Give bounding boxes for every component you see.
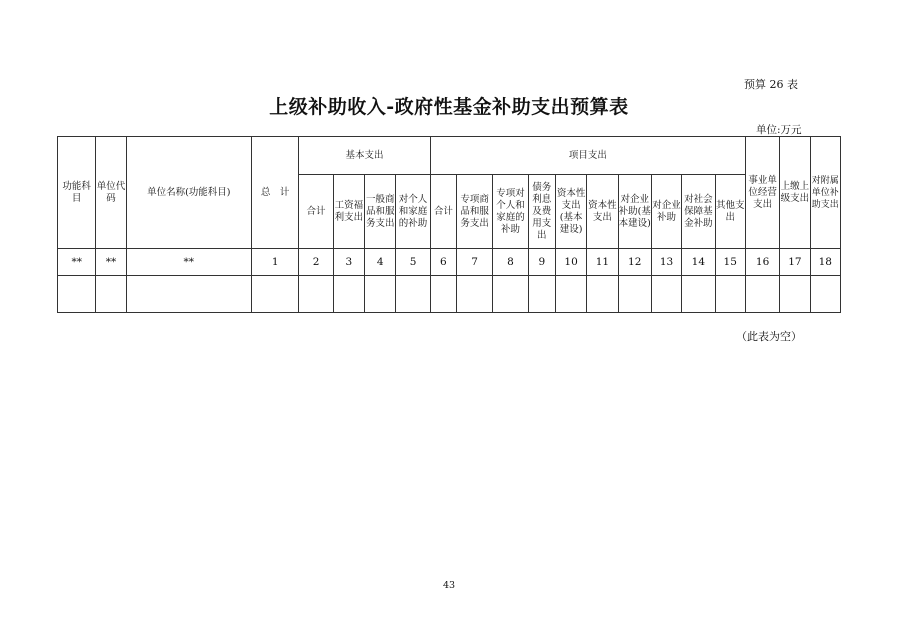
header-project-capital: 资本性支出 <box>587 175 618 249</box>
data-cell <box>555 276 586 313</box>
index-cell: 15 <box>715 249 745 276</box>
header-project-goods-services: 专项商品和服务支出 <box>456 175 492 249</box>
data-cell <box>365 276 396 313</box>
index-cell: ** <box>126 249 251 276</box>
index-cell: 3 <box>333 249 364 276</box>
header-project-capital-construction: 资本性支出(基本建设) <box>555 175 586 249</box>
index-cell: 5 <box>396 249 430 276</box>
data-cell <box>96 276 126 313</box>
data-cell <box>430 276 456 313</box>
header-project-social-security: 对社会保障基金补助 <box>682 175 715 249</box>
header-basic-goods-services: 一般商品和服务支出 <box>365 175 396 249</box>
index-cell: 16 <box>745 249 779 276</box>
header-basic-total: 合计 <box>299 175 333 249</box>
header-project-individual-subsidy: 专项对个人和家庭的补助 <box>493 175 528 249</box>
data-cell <box>651 276 681 313</box>
header-unit-name: 单位名称(功能科目) <box>126 137 251 249</box>
form-number: 预算 26 表 <box>744 78 798 91</box>
index-cell: 9 <box>528 249 555 276</box>
empty-table-note: （此表为空） <box>736 330 802 343</box>
data-cell <box>58 276 96 313</box>
data-cell <box>299 276 333 313</box>
budget-table <box>57 136 841 313</box>
header-total: 总 计 <box>251 137 298 249</box>
header-basic-group: 基本支出 <box>299 137 430 175</box>
index-cell: 10 <box>555 249 586 276</box>
data-cell <box>251 276 298 313</box>
table-row <box>58 276 841 313</box>
index-cell: 18 <box>810 249 840 276</box>
unit-label: 单位:万元 <box>756 124 802 136</box>
header-enterprise-operating: 事业单位经营支出 <box>745 137 779 249</box>
data-cell <box>810 276 840 313</box>
data-cell <box>745 276 779 313</box>
data-cell <box>618 276 651 313</box>
header-basic-wages: 工资福利支出 <box>333 175 364 249</box>
data-cell <box>587 276 618 313</box>
data-cell <box>780 276 810 313</box>
index-cell: 7 <box>456 249 492 276</box>
header-subsidy-affiliated: 对附属单位补助支出 <box>810 137 840 249</box>
index-cell: 11 <box>587 249 618 276</box>
header-unit-code: 单位代码 <box>96 137 126 249</box>
index-cell: 17 <box>780 249 810 276</box>
header-project-total: 合计 <box>430 175 456 249</box>
index-cell: 4 <box>365 249 396 276</box>
index-cell: 14 <box>682 249 715 276</box>
header-project-other: 其他支出 <box>715 175 745 249</box>
header-remit-superior: 上缴上级支出 <box>780 137 810 249</box>
header-project-enterprise-construction: 对企业补助(基本建设) <box>618 175 651 249</box>
index-row <box>58 249 841 276</box>
data-cell <box>333 276 364 313</box>
index-cell: ** <box>58 249 96 276</box>
header-project-enterprise-subsidy: 对企业补助 <box>651 175 681 249</box>
header-function-subject: 功能科目 <box>58 137 96 249</box>
data-cell <box>493 276 528 313</box>
index-cell: 12 <box>618 249 651 276</box>
index-cell: 1 <box>251 249 298 276</box>
index-cell: 13 <box>651 249 681 276</box>
data-cell <box>682 276 715 313</box>
data-cell <box>715 276 745 313</box>
index-cell: 6 <box>430 249 456 276</box>
data-cell <box>528 276 555 313</box>
index-cell: 2 <box>299 249 333 276</box>
header-project-debt-interest: 债务利息及费用支出 <box>528 175 555 249</box>
index-cell: ** <box>96 249 126 276</box>
header-project-group: 项目支出 <box>430 137 745 175</box>
header-basic-individual-subsidy: 对个人和家庭的补助 <box>396 175 430 249</box>
data-cell <box>126 276 251 313</box>
data-cell <box>456 276 492 313</box>
page-number: 43 <box>442 580 456 591</box>
index-cell: 8 <box>493 249 528 276</box>
data-cell <box>396 276 430 313</box>
page-title: 上级补助收入-政府性基金补助支出预算表 <box>269 96 629 118</box>
